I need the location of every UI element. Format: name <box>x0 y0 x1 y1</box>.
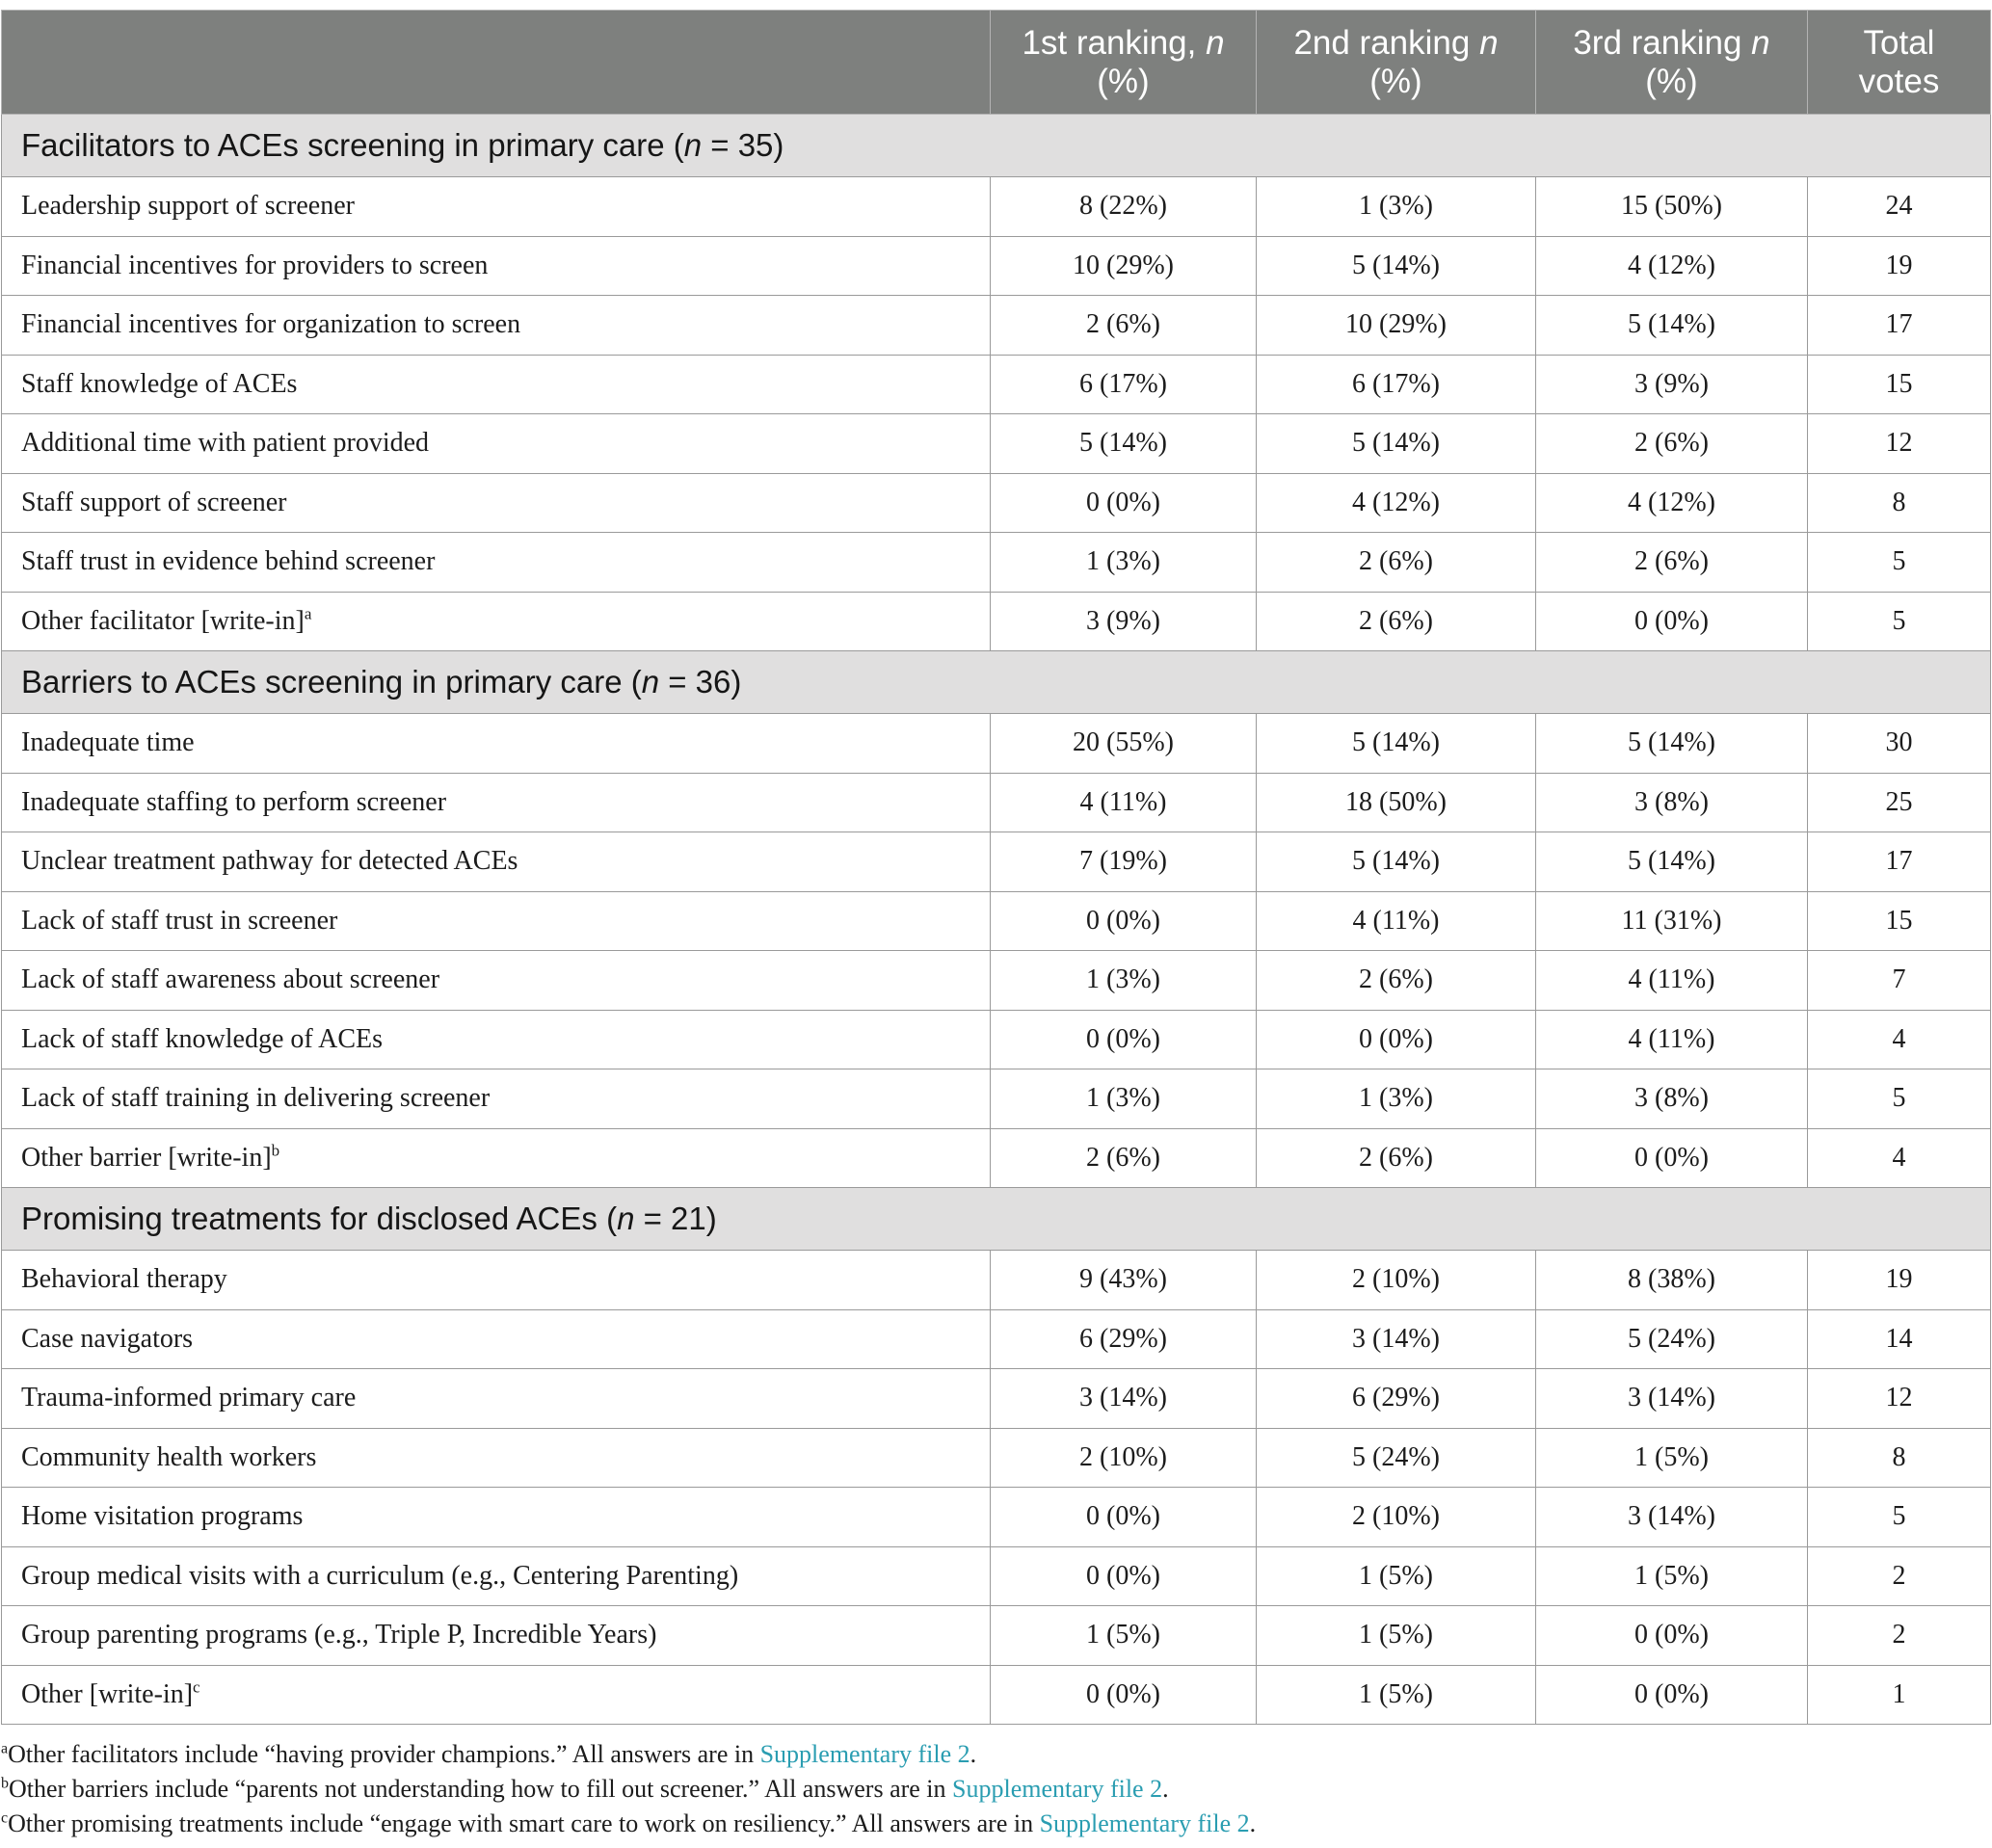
third-ranking-cell: 3 (8%) <box>1536 773 1808 832</box>
footnote-marker: c <box>193 1677 200 1697</box>
footnote-text: Other promising treatments include “engage with smart care to work on resiliency.” All answers are in <box>8 1809 1040 1837</box>
total-votes-cell: 12 <box>1808 1369 1991 1429</box>
second-ranking-cell: 0 (0%) <box>1257 1010 1536 1069</box>
header-n-italic: n <box>1751 23 1770 62</box>
total-votes-cell: 1 <box>1808 1665 1991 1725</box>
section-title-text: = 36) <box>659 664 742 700</box>
table-row <box>2 592 1991 651</box>
table-row <box>2 355 1991 414</box>
section-row-treatments <box>2 1188 1991 1251</box>
second-ranking-cell: 4 (11%) <box>1257 891 1536 951</box>
header-total-votes <box>1808 11 1991 115</box>
footnote-b <box>1 1772 1986 1807</box>
header-n-italic: n <box>1206 23 1225 62</box>
table-row <box>2 296 1991 356</box>
table-row <box>2 1128 1991 1188</box>
section-title-text: Promising treatments for disclosed ACEs ( <box>21 1201 618 1236</box>
row-label: Case navigators <box>2 1309 991 1369</box>
total-votes-cell: 5 <box>1808 533 1991 593</box>
table-row <box>2 1251 1991 1310</box>
table-row <box>2 951 1991 1011</box>
footnote-a <box>1 1737 1986 1772</box>
third-ranking-cell: 3 (9%) <box>1536 355 1808 414</box>
total-votes-cell: 15 <box>1808 891 1991 951</box>
third-ranking-cell: 3 (14%) <box>1536 1488 1808 1547</box>
row-label: Staff trust in evidence behind screener <box>2 533 991 593</box>
total-votes-cell: 2 <box>1808 1606 1991 1666</box>
row-label: Behavioral therapy <box>2 1251 991 1310</box>
second-ranking-cell: 2 (10%) <box>1257 1488 1536 1547</box>
second-ranking-cell: 18 (50%) <box>1257 773 1536 832</box>
table-row <box>2 1488 1991 1547</box>
first-ranking-cell: 2 (6%) <box>991 296 1257 356</box>
row-label: Group medical visits with a curriculum (e.g., Centering Parenting) <box>2 1546 991 1606</box>
footnote-text: Other barriers include “parents not understanding how to fill out screener.” All answers are in <box>9 1775 953 1803</box>
third-ranking-cell: 0 (0%) <box>1536 1606 1808 1666</box>
row-label: Inadequate time <box>2 714 991 774</box>
section-title-text: = 21) <box>634 1201 717 1236</box>
third-ranking-cell: 4 (12%) <box>1536 473 1808 533</box>
first-ranking-cell: 6 (17%) <box>991 355 1257 414</box>
row-label: Other [write-in] <box>21 1678 194 1709</box>
header-text: (%) <box>1369 62 1422 100</box>
footnote-end: . <box>1162 1775 1169 1803</box>
second-ranking-cell: 2 (6%) <box>1257 533 1536 593</box>
second-ranking-cell: 2 (10%) <box>1257 1251 1536 1310</box>
footnote-text: Other facilitators include “having provider champions.” All answers are in <box>8 1740 760 1768</box>
third-ranking-cell: 5 (14%) <box>1536 296 1808 356</box>
total-votes-cell: 17 <box>1808 296 1991 356</box>
second-ranking-cell: 5 (14%) <box>1257 236 1536 296</box>
header-text: 3rd ranking <box>1573 23 1752 62</box>
row-label: Inadequate staffing to perform screener <box>2 773 991 832</box>
table-row <box>2 473 1991 533</box>
second-ranking-cell: 2 (6%) <box>1257 592 1536 651</box>
total-votes-cell: 15 <box>1808 355 1991 414</box>
third-ranking-cell: 5 (14%) <box>1536 832 1808 892</box>
row-label: Staff knowledge of ACEs <box>2 355 991 414</box>
first-ranking-cell: 0 (0%) <box>991 473 1257 533</box>
total-votes-cell: 12 <box>1808 414 1991 474</box>
footnote-marker: a <box>304 604 312 623</box>
first-ranking-cell: 2 (6%) <box>991 1128 1257 1188</box>
table-row <box>2 773 1991 832</box>
first-ranking-cell: 7 (19%) <box>991 832 1257 892</box>
first-ranking-cell: 1 (3%) <box>991 533 1257 593</box>
row-label-cell <box>2 1665 991 1725</box>
row-label: Leadership support of screener <box>2 177 991 237</box>
table-row <box>2 714 1991 774</box>
row-label: Home visitation programs <box>2 1488 991 1547</box>
section-row-barriers <box>2 651 1991 714</box>
first-ranking-cell: 0 (0%) <box>991 1488 1257 1547</box>
row-label: Other facilitator [write-in] <box>21 605 305 636</box>
row-label: Lack of staff trust in screener <box>2 891 991 951</box>
footnote-marker: a <box>1 1740 9 1757</box>
section-n-italic: n <box>641 664 660 700</box>
supplementary-file-link[interactable]: Supplementary file 2 <box>952 1775 1163 1803</box>
table-row <box>2 177 1991 237</box>
header-text: Total <box>1863 23 1935 62</box>
first-ranking-cell: 0 (0%) <box>991 1010 1257 1069</box>
third-ranking-cell: 15 (50%) <box>1536 177 1808 237</box>
second-ranking-cell: 1 (5%) <box>1257 1546 1536 1606</box>
row-label: Lack of staff knowledge of ACEs <box>2 1010 991 1069</box>
section-title-text: Barriers to ACEs screening in primary care ( <box>21 664 642 700</box>
third-ranking-cell: 2 (6%) <box>1536 414 1808 474</box>
first-ranking-cell: 0 (0%) <box>991 1665 1257 1725</box>
section-title-text: Facilitators to ACEs screening in primary care ( <box>21 127 684 163</box>
header-2nd-ranking <box>1257 11 1536 115</box>
total-votes-cell: 19 <box>1808 1251 1991 1310</box>
total-votes-cell: 4 <box>1808 1010 1991 1069</box>
table-row <box>2 414 1991 474</box>
total-votes-cell: 5 <box>1808 592 1991 651</box>
first-ranking-cell: 1 (5%) <box>991 1606 1257 1666</box>
total-votes-cell: 5 <box>1808 1488 1991 1547</box>
footnote-end: . <box>969 1740 977 1768</box>
second-ranking-cell: 2 (6%) <box>1257 1128 1536 1188</box>
second-ranking-cell: 4 (12%) <box>1257 473 1536 533</box>
table-footnotes <box>1 1737 1986 1841</box>
first-ranking-cell: 1 (3%) <box>991 1069 1257 1129</box>
first-ranking-cell: 20 (55%) <box>991 714 1257 774</box>
third-ranking-cell: 4 (11%) <box>1536 1010 1808 1069</box>
table-row <box>2 1665 1991 1725</box>
total-votes-cell: 24 <box>1808 177 1991 237</box>
second-ranking-cell: 10 (29%) <box>1257 296 1536 356</box>
header-n-italic: n <box>1479 23 1499 62</box>
second-ranking-cell: 1 (5%) <box>1257 1665 1536 1725</box>
table-row <box>2 1546 1991 1606</box>
total-votes-cell: 14 <box>1808 1309 1991 1369</box>
total-votes-cell: 8 <box>1808 473 1991 533</box>
third-ranking-cell: 0 (0%) <box>1536 1665 1808 1725</box>
first-ranking-cell: 0 (0%) <box>991 1546 1257 1606</box>
second-ranking-cell: 2 (6%) <box>1257 951 1536 1011</box>
total-votes-cell: 30 <box>1808 714 1991 774</box>
first-ranking-cell: 4 (11%) <box>991 773 1257 832</box>
first-ranking-cell: 9 (43%) <box>991 1251 1257 1310</box>
first-ranking-cell: 10 (29%) <box>991 236 1257 296</box>
section-title <box>2 1188 1991 1251</box>
supplementary-file-link[interactable]: Supplementary file 2 <box>759 1740 970 1768</box>
table-row <box>2 891 1991 951</box>
row-label: Group parenting programs (e.g., Triple P, Incredible Years) <box>2 1606 991 1666</box>
row-label: Unclear treatment pathway for detected ACEs <box>2 832 991 892</box>
row-label: Lack of staff training in delivering screener <box>2 1069 991 1129</box>
section-n-italic: n <box>617 1201 635 1236</box>
second-ranking-cell: 1 (3%) <box>1257 177 1536 237</box>
footnote-c <box>1 1807 1986 1841</box>
total-votes-cell: 25 <box>1808 773 1991 832</box>
header-text: votes <box>1858 62 1940 100</box>
section-title <box>2 651 1991 714</box>
table-row <box>2 1369 1991 1429</box>
second-ranking-cell: 1 (3%) <box>1257 1069 1536 1129</box>
footnote-marker: b <box>271 1141 280 1160</box>
first-ranking-cell: 8 (22%) <box>991 177 1257 237</box>
third-ranking-cell: 5 (24%) <box>1536 1309 1808 1369</box>
third-ranking-cell: 4 (11%) <box>1536 951 1808 1011</box>
table-row <box>2 1309 1991 1369</box>
footnote-end: . <box>1249 1809 1257 1837</box>
table-row <box>2 1606 1991 1666</box>
supplementary-file-link[interactable]: Supplementary file 2 <box>1039 1809 1250 1837</box>
row-label-cell <box>2 1128 991 1188</box>
header-1st-ranking <box>991 11 1257 115</box>
total-votes-cell: 7 <box>1808 951 1991 1011</box>
row-label: Community health workers <box>2 1428 991 1488</box>
first-ranking-cell: 5 (14%) <box>991 414 1257 474</box>
header-text: (%) <box>1097 62 1150 100</box>
first-ranking-cell: 6 (29%) <box>991 1309 1257 1369</box>
row-label: Additional time with patient provided <box>2 414 991 474</box>
section-title-text: = 35) <box>702 127 784 163</box>
first-ranking-cell: 0 (0%) <box>991 891 1257 951</box>
third-ranking-cell: 8 (38%) <box>1536 1251 1808 1310</box>
header-empty-cell <box>2 11 991 115</box>
section-row-facilitators <box>2 115 1991 177</box>
second-ranking-cell: 6 (17%) <box>1257 355 1536 414</box>
header-text: (%) <box>1645 62 1698 100</box>
row-label: Financial incentives for organization to screen <box>2 296 991 356</box>
row-label-cell <box>2 592 991 651</box>
third-ranking-cell: 2 (6%) <box>1536 533 1808 593</box>
total-votes-cell: 19 <box>1808 236 1991 296</box>
footnote-marker: b <box>1 1775 9 1792</box>
table-row <box>2 1428 1991 1488</box>
third-ranking-cell: 0 (0%) <box>1536 1128 1808 1188</box>
header-text: 2nd ranking <box>1293 23 1480 62</box>
row-label: Lack of staff awareness about screener <box>2 951 991 1011</box>
row-label: Trauma-informed primary care <box>2 1369 991 1429</box>
total-votes-cell: 2 <box>1808 1546 1991 1606</box>
row-label: Other barrier [write-in] <box>21 1142 272 1173</box>
header-row <box>2 11 1991 115</box>
header-text: 1st ranking, <box>1022 23 1207 62</box>
second-ranking-cell: 3 (14%) <box>1257 1309 1536 1369</box>
table-row <box>2 1069 1991 1129</box>
total-votes-cell: 4 <box>1808 1128 1991 1188</box>
second-ranking-cell: 5 (24%) <box>1257 1428 1536 1488</box>
third-ranking-cell: 5 (14%) <box>1536 714 1808 774</box>
row-label: Staff support of screener <box>2 473 991 533</box>
third-ranking-cell: 1 (5%) <box>1536 1546 1808 1606</box>
second-ranking-cell: 5 (14%) <box>1257 832 1536 892</box>
third-ranking-cell: 3 (8%) <box>1536 1069 1808 1129</box>
first-ranking-cell: 1 (3%) <box>991 951 1257 1011</box>
table-row <box>2 533 1991 593</box>
first-ranking-cell: 3 (14%) <box>991 1369 1257 1429</box>
third-ranking-cell: 4 (12%) <box>1536 236 1808 296</box>
section-n-italic: n <box>683 127 703 163</box>
table-row <box>2 832 1991 892</box>
total-votes-cell: 8 <box>1808 1428 1991 1488</box>
first-ranking-cell: 2 (10%) <box>991 1428 1257 1488</box>
third-ranking-cell: 0 (0%) <box>1536 592 1808 651</box>
second-ranking-cell: 6 (29%) <box>1257 1369 1536 1429</box>
third-ranking-cell: 1 (5%) <box>1536 1428 1808 1488</box>
footnote-marker: c <box>1 1809 9 1827</box>
third-ranking-cell: 3 (14%) <box>1536 1369 1808 1429</box>
header-3rd-ranking <box>1536 11 1808 115</box>
total-votes-cell: 17 <box>1808 832 1991 892</box>
third-ranking-cell: 11 (31%) <box>1536 891 1808 951</box>
first-ranking-cell: 3 (9%) <box>991 592 1257 651</box>
table-row <box>2 1010 1991 1069</box>
total-votes-cell: 5 <box>1808 1069 1991 1129</box>
second-ranking-cell: 1 (5%) <box>1257 1606 1536 1666</box>
second-ranking-cell: 5 (14%) <box>1257 714 1536 774</box>
second-ranking-cell: 5 (14%) <box>1257 414 1536 474</box>
rankings-table <box>1 10 1991 1725</box>
table-row <box>2 236 1991 296</box>
section-title <box>2 115 1991 177</box>
row-label: Financial incentives for providers to screen <box>2 236 991 296</box>
